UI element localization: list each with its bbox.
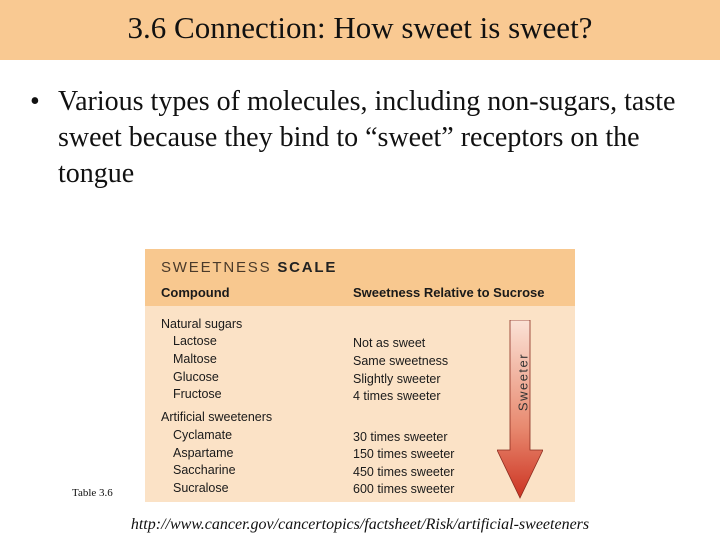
table-title (161, 259, 337, 276)
slide-title: 3.6 Connection: How sweet is sweet? (127, 10, 593, 45)
compound-cell: Aspartame (173, 446, 234, 460)
column-header-sweetness: Sweetness Relative to Sucrose (353, 285, 545, 300)
compound-cell: Saccharine (173, 463, 236, 477)
compound-cell: Glucose (173, 370, 219, 384)
sweetness-cell: Same sweetness (353, 354, 449, 368)
sweetness-cell: 30 times sweeter (353, 430, 448, 444)
sweeter-label: Sweeter (515, 352, 531, 412)
compound-cell: Sucralose (173, 481, 229, 495)
sweeter-arrow-icon (497, 320, 543, 500)
compound-cell: Maltose (173, 352, 217, 366)
group-label: Artificial sweeteners (161, 410, 273, 424)
bullet-text: Various types of molecules, including non-sugars, taste sweet because they bind to “sweet” receptors on the tongue (58, 86, 676, 189)
sweetness-cell: Slightly sweeter (353, 372, 441, 386)
sweetness-cell: 450 times sweeter (353, 465, 455, 479)
sweetness-cell: 600 times sweeter (353, 482, 455, 496)
source-url[interactable]: http://www.cancer.gov/cancertopics/factsheet/Risk/artificial-sweeteners (130, 516, 590, 533)
table-title-part2: SCALE (277, 259, 338, 276)
compound-cell: Fructose (173, 387, 222, 401)
compound-cell: Lactose (173, 334, 217, 348)
table-title-part1: SWEETNESS (161, 259, 278, 276)
sweetness-cell: Not as sweet (353, 336, 426, 350)
compound-cell: Cyclamate (173, 428, 233, 442)
sweetness-cell: 150 times sweeter (353, 447, 455, 461)
group-label: Natural sugars (161, 317, 243, 331)
table-caption: Table 3.6 (72, 487, 113, 499)
bullet-marker: • (30, 86, 40, 117)
sweetness-cell: 4 times sweeter (353, 389, 441, 403)
column-header-compound: Compound (161, 285, 230, 300)
